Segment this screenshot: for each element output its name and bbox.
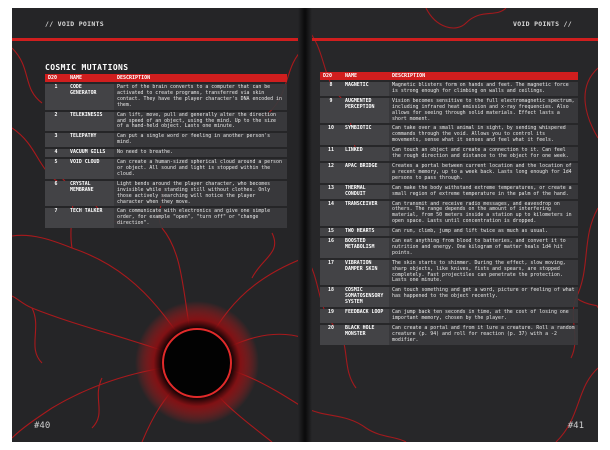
mutation-name: TWO HEARTS xyxy=(342,228,389,236)
mutation-description: Can eat anything from blood to batteries, and convert it to nutrition and energy. One kilogram of matter heals 1d4 hit points. xyxy=(389,238,578,258)
mutation-name: COSMIC SOMATOSENSORY SYSTEM xyxy=(342,287,389,307)
column-header-name: NAME xyxy=(342,72,389,80)
mutation-description: Can lift, move, pull and generally alter the direction and speed of an object, using the mind. Up to the size of a hand-held object. Lasts one minute. xyxy=(114,112,287,132)
mutation-description: Can take over a small animal in sight, by sending whispered commands through the void. Allows you to control its movements, sense what it senses and feel what it feels. xyxy=(389,125,578,145)
right-running-header xyxy=(306,20,598,34)
mutation-description: No need to breathe. xyxy=(114,149,287,157)
cosmic-mutations-table-right xyxy=(320,70,578,347)
right-header-label: VOID POINTS // xyxy=(513,20,572,28)
table-row xyxy=(320,201,578,227)
roll-cell: 4 xyxy=(45,149,67,157)
mutation-name: MAGNETIC xyxy=(342,82,389,96)
roll-cell: 7 xyxy=(45,208,67,228)
mutation-name: TECH TALKER xyxy=(67,208,114,228)
roll-cell: 9 xyxy=(320,98,342,124)
mutation-description: Can make the body withstand extreme temperatures, or create a small region of extreme temperature in the palm of the hand. xyxy=(389,185,578,199)
table-header-row xyxy=(45,74,287,82)
open-book xyxy=(12,8,598,442)
mutation-description: Part of the brain converts to a computer that can be activated to create programs, transferred via skin contact. They have the player character's DNA encoded in them. xyxy=(114,84,287,110)
table-row xyxy=(45,181,287,207)
left-header-rule xyxy=(12,38,304,41)
table-row xyxy=(45,84,287,110)
mutation-name: AUGMENTED PERCEPTION xyxy=(342,98,389,124)
roll-cell: 16 xyxy=(320,238,342,258)
mutation-name: CODE GENERATOR xyxy=(67,84,114,110)
right-page xyxy=(306,8,598,442)
roll-cell: 14 xyxy=(320,201,342,227)
table-row xyxy=(320,163,578,183)
table-row xyxy=(320,125,578,145)
roll-cell: 6 xyxy=(45,181,67,207)
mutation-description: Creates a portal between current location and the location of a recent memory, up to a week back. Lasts long enough for 1d4 persons to pass through. xyxy=(389,163,578,183)
column-header-description: DESCRIPTION xyxy=(389,72,578,80)
roll-cell: 11 xyxy=(320,147,342,161)
roll-cell: 12 xyxy=(320,163,342,183)
roll-cell: 8 xyxy=(320,82,342,96)
mutation-description: Can touch an object and create a connection to it. Can feel the rough direction and distance to the object for one week. xyxy=(389,147,578,161)
roll-cell: 20 xyxy=(320,325,342,345)
column-header-name: NAME xyxy=(67,74,114,82)
mutation-description: The skin starts to shimmer. During the effect, slow moving, sharp objects, like knives, fists and spears, are stopped completely. Fast projectiles can penetrate the protection. Lasts one minute. xyxy=(389,260,578,286)
mutation-name: THERMAL CONDUIT xyxy=(342,185,389,199)
mutation-name: BOOSTED METABOLISM xyxy=(342,238,389,258)
section-title: COSMIC MUTATIONS xyxy=(45,63,129,72)
right-header-rule xyxy=(306,38,598,41)
column-header-description: DESCRIPTION xyxy=(114,74,287,82)
roll-cell: 19 xyxy=(320,309,342,323)
table-row xyxy=(320,325,578,345)
mutation-name: TELEPATHY xyxy=(67,133,114,147)
table-row xyxy=(320,287,578,307)
mutation-description: Can create a human-sized spherical cloud around a person or object. All sound and light is stopped within the cloud. xyxy=(114,159,287,179)
mutation-description: Can transmit and receive radio messages, and eavesdrop on others. The range depends on the amount of interfering material, from 50 meters inside a station up to kilometers in open space. Lasts until concentration is dropped. xyxy=(389,201,578,227)
roll-cell: 13 xyxy=(320,185,342,199)
mutation-name: VOID CLOUD xyxy=(67,159,114,179)
mutation-name: VIBRATION DAMPER SKIN xyxy=(342,260,389,286)
mutation-name: CRYSTAL MEMBRANE xyxy=(67,181,114,207)
left-header-label: // VOID POINTS xyxy=(45,20,104,28)
mutation-name: APAC BRIDGE xyxy=(342,163,389,183)
page-number-left: #40 xyxy=(34,421,51,431)
column-header-d20: D20 xyxy=(45,74,67,82)
mutation-description: Vision becomes sensitive to the full electromagnetic spectrum, including infrared heat emission and x-ray frequencies. Also allows for seeing through solid materials. Effect lasts a short moment. xyxy=(389,98,578,124)
mutation-description: Can communicate with electronics and give one simple order, for example "open", "turn off" or "change direction". xyxy=(114,208,287,228)
roll-cell: 2 xyxy=(45,112,67,132)
mutation-name: FEEDBACK LOOP xyxy=(342,309,389,323)
table-row xyxy=(45,159,287,179)
table-row xyxy=(320,98,578,124)
mutation-description: Magnetic blisters form on hands and feet. The magnetic force is strong enough for climbing on walls and ceilings. xyxy=(389,82,578,96)
mutation-name: VACUUM GILLS xyxy=(67,149,114,157)
roll-cell: 17 xyxy=(320,260,342,286)
mutation-description: Light bends around the player character, who becomes invisible while standing still without clothes. Only those actively searching will notice the player character when they move. xyxy=(114,181,287,207)
table-row xyxy=(320,238,578,258)
roll-cell: 10 xyxy=(320,125,342,145)
table-row xyxy=(45,208,287,228)
book-gutter xyxy=(298,8,312,442)
table-row xyxy=(320,260,578,286)
table-row xyxy=(45,133,287,147)
mutation-description: Can create a portal and from it lure a creature. Roll a random creature (p. 94) and roll for reaction (p. 37) with a -2 modifier. xyxy=(389,325,578,345)
page-number-right: #41 xyxy=(567,421,584,431)
roll-cell: 5 xyxy=(45,159,67,179)
table-row xyxy=(320,185,578,199)
mutation-description: Can jump back ten seconds in time, at the cost of losing one important memory, chosen by the player. xyxy=(389,309,578,323)
left-page xyxy=(12,8,304,442)
table-row xyxy=(45,149,287,157)
table-row xyxy=(45,112,287,132)
roll-cell: 3 xyxy=(45,133,67,147)
mutation-name: LINKED xyxy=(342,147,389,161)
roll-cell: 15 xyxy=(320,228,342,236)
column-header-d20: D20 xyxy=(320,72,342,80)
cosmic-mutations-table-left xyxy=(45,72,287,230)
table-row xyxy=(320,147,578,161)
table-row xyxy=(320,82,578,96)
roll-cell: 18 xyxy=(320,287,342,307)
mutation-name: BLACK HOLE MONSTER xyxy=(342,325,389,345)
left-running-header xyxy=(12,20,304,34)
mutation-description: Can touch something and get a word, picture or feeling of what has happened to the object recently. xyxy=(389,287,578,307)
mutation-name: TELEKINESIS xyxy=(67,112,114,132)
roll-cell: 1 xyxy=(45,84,67,110)
table-row xyxy=(320,309,578,323)
table-row xyxy=(320,228,578,236)
mutation-name: SYMBIOTIC xyxy=(342,125,389,145)
mutation-name: TRANSCEIVER xyxy=(342,201,389,227)
table-header-row xyxy=(320,72,578,80)
mutation-description: Can put a single word or feeling in another person's mind. xyxy=(114,133,287,147)
mutation-description: Can run, climb, jump and lift twice as much as usual. xyxy=(389,228,578,236)
